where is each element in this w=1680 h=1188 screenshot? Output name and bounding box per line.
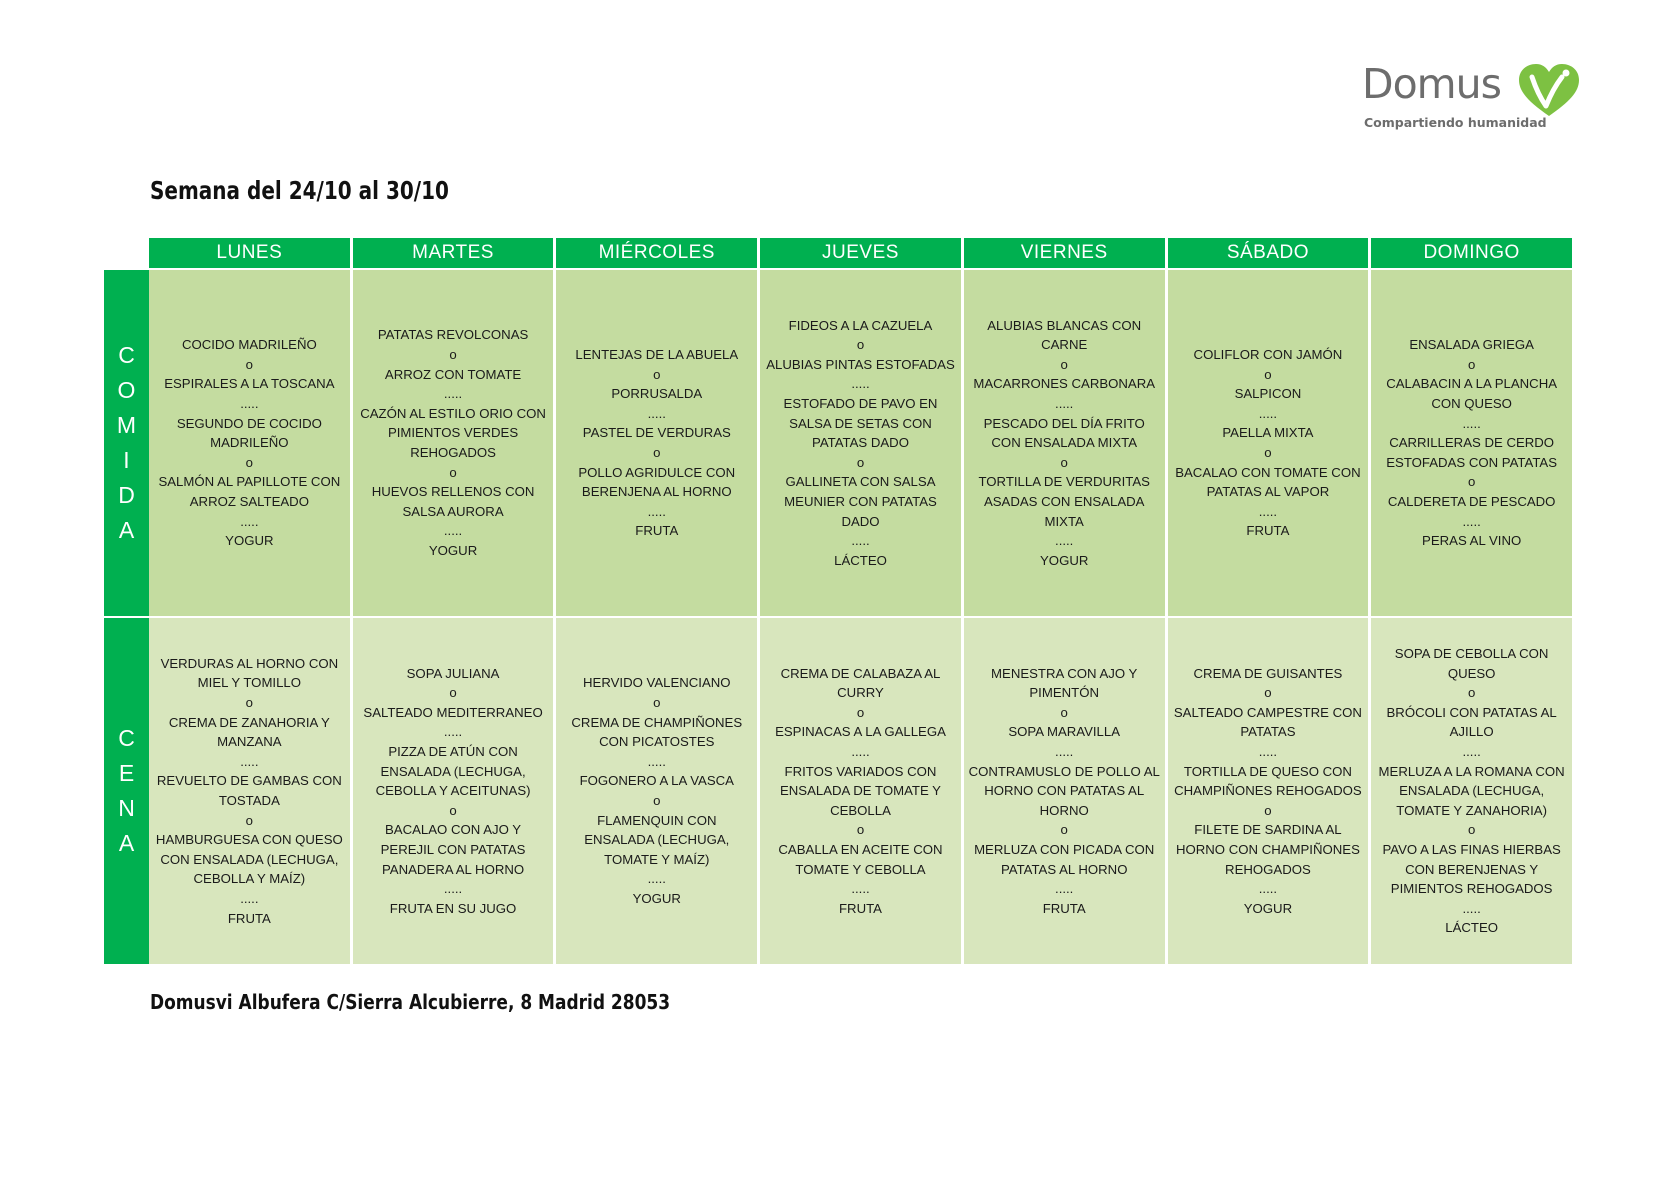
- menu-item: .....: [1462, 744, 1481, 760]
- menu-item: POLLO AGRIDULCE CON BERENJENA AL HORNO: [578, 464, 736, 500]
- menu-item: .....: [1462, 513, 1481, 529]
- menu-item: PAVO A LAS FINAS HIERBAS CON BERENJENAS Y PIMIENTOS REHOGADOS: [1382, 841, 1561, 897]
- menu-item: LÁCTEO: [1445, 920, 1499, 936]
- menu-item: CREMA DE CHAMPIÑONES CON PICATOSTES: [571, 714, 743, 750]
- menu-item: .....: [443, 724, 463, 740]
- menu-item: CREMA DE GUISANTES: [1193, 665, 1343, 681]
- menu-item: .....: [851, 744, 870, 760]
- menu-item: .....: [647, 753, 666, 769]
- menu-item: SOPA JULIANA: [406, 665, 500, 681]
- menu-item: COLIFLOR CON JAMÓN: [1193, 347, 1343, 363]
- menu-item: ESPIRALES A LA TOSCANA: [164, 376, 335, 392]
- cena-menu-cell: [149, 618, 350, 966]
- menu-item: MERLUZA CON PICADA CON PATATAS AL HORNO: [974, 841, 1155, 877]
- menu-item: ESPINACAS A LA GALLEGA: [775, 724, 946, 740]
- menu-item: FIDEOS A LA CAZUELA: [788, 317, 933, 333]
- menu-item: SOPA MARAVILLA: [1008, 724, 1121, 740]
- menu-item: .....: [647, 405, 666, 421]
- cena-menu-cell: [760, 618, 961, 966]
- menu-item: .....: [443, 881, 463, 897]
- menu-item: .....: [647, 871, 666, 887]
- menu-item: FRUTA: [839, 900, 882, 916]
- menu-item: PATATAS REVOLCONAS: [377, 327, 529, 343]
- menu-item: o: [1467, 356, 1476, 372]
- menu-item: PASTEL DE VERDURAS: [582, 425, 731, 441]
- menu-item: o: [653, 793, 661, 808]
- comida-menu-cell: [353, 270, 554, 618]
- menu-item: BACALAO CON AJO Y PEREJIL CON PATATAS PANADERA AL HORNO: [380, 822, 526, 877]
- menu-item: SALTEADO MEDITERRANEO: [363, 704, 543, 720]
- domusvi-logo: [1362, 58, 1592, 134]
- meal-label-cena: [104, 618, 149, 966]
- menu-item: o: [449, 464, 457, 480]
- menu-item: .....: [1055, 396, 1074, 412]
- menu-item: .....: [1055, 881, 1074, 897]
- menu-item: o: [1264, 685, 1272, 701]
- menu-item: o: [1264, 802, 1272, 818]
- menu-item: o: [653, 695, 661, 711]
- menu-item: YOGUR: [1040, 552, 1089, 568]
- menu-item: o: [1060, 704, 1068, 720]
- menu-item: BRÓCOLI CON PATATAS AL AJILLO: [1386, 704, 1557, 740]
- menu-item: FLAMENQUIN CON ENSALADA (LECHUGA, TOMATE Y MAÍZ): [584, 812, 730, 867]
- menu-item: o: [449, 802, 457, 818]
- menu-item: o: [653, 366, 661, 382]
- menu-item: o: [449, 685, 457, 701]
- menu-item: HAMBURGUESA CON QUESO CON ENSALADA (LECHUGA, CEBOLLA Y MAÍZ): [155, 832, 343, 887]
- meal-label-letter: A: [118, 517, 135, 543]
- menu-item: .....: [443, 523, 463, 539]
- meal-label-letter: I: [123, 447, 130, 473]
- comida-menu-cell: [760, 270, 961, 618]
- menu-item: HERVIDO VALENCIANO: [583, 675, 731, 691]
- menu-item: PESCADO DEL DÍA FRITO CON ENSALADA MIXTA: [983, 415, 1145, 451]
- menu-item: FRUTA EN SU JUGO: [389, 900, 517, 916]
- menu-item: FRITOS VARIADOS CON ENSALADA DE TOMATE Y CEBOLLA: [779, 763, 941, 818]
- menu-item: HUEVOS RELLENOS CON SALSA AURORA: [371, 484, 535, 519]
- menu-item: o: [1264, 445, 1272, 460]
- residence-address: Domusvi Albufera C/Sierra Alcubierre, 8 Madrid 28053: [150, 990, 671, 1014]
- menu-item: YOGUR: [428, 542, 478, 558]
- meal-label-letter: D: [118, 482, 135, 508]
- menu-item: o: [1060, 356, 1068, 372]
- menu-item: PAELLA MIXTA: [1222, 425, 1314, 441]
- menu-item: .....: [443, 386, 463, 402]
- menu-item: CONTRAMUSLO DE POLLO AL HORNO CON PATATAS AL HORNO: [968, 763, 1160, 818]
- menu-item: o: [856, 704, 865, 720]
- menu-item: .....: [1055, 533, 1074, 549]
- menu-item: YOGUR: [632, 890, 681, 906]
- menu-item: .....: [1055, 744, 1074, 760]
- meal-label-letter: C: [118, 342, 135, 368]
- day-header: VIERNES: [964, 238, 1165, 270]
- menu-item: CARRILLERAS DE CERDO ESTOFADAS CON PATATAS: [1386, 435, 1557, 470]
- menu-item: SALPICON: [1234, 386, 1302, 402]
- day-header: DOMINGO: [1371, 238, 1572, 270]
- menu-item: CALABACIN A LA PLANCHA CON QUESO: [1386, 376, 1558, 412]
- meal-label-letter: A: [118, 830, 135, 856]
- menu-item: o: [1264, 366, 1272, 382]
- menu-item: PERAS AL VINO: [1422, 533, 1522, 549]
- menu-item: o: [653, 445, 661, 460]
- menu-item: o: [1467, 474, 1476, 490]
- menu-item: o: [1060, 822, 1068, 838]
- comida-menu-cell: [556, 270, 757, 618]
- heart-leaf-icon: [1515, 62, 1583, 118]
- menu-item: .....: [851, 881, 870, 897]
- menu-item: .....: [240, 890, 259, 906]
- menu-item: CREMA DE ZANAHORIA Y MANZANA: [168, 714, 330, 750]
- menu-item: VERDURAS AL HORNO CON MIEL Y TOMILLO: [160, 655, 339, 691]
- cena-menu-cell: [1371, 618, 1572, 966]
- week-title: Semana del 24/10 al 30/10: [150, 176, 449, 205]
- menu-item: FRUTA: [1246, 523, 1290, 539]
- menu-item: FRUTA: [227, 910, 271, 926]
- menu-item: .....: [240, 396, 259, 412]
- menu-item: .....: [647, 503, 666, 519]
- menu-item: o: [245, 356, 254, 372]
- meal-label-letter: O: [117, 377, 136, 403]
- menu-item: o: [856, 454, 865, 470]
- menu-item: FRUTA: [635, 523, 679, 539]
- menu-item: YOGUR: [225, 533, 274, 549]
- menu-item: TORTILLA DE QUESO CON CHAMPIÑONES REHOGADOS: [1174, 763, 1362, 799]
- menu-item: LENTEJAS DE LA ABUELA: [575, 347, 739, 363]
- meal-label-letter: E: [118, 760, 135, 786]
- menu-item: .....: [1258, 405, 1278, 421]
- menu-item: .....: [240, 753, 259, 769]
- menu-item: SEGUNDO DE COCIDO MADRILEÑO: [176, 415, 322, 451]
- cena-menu-cell: [556, 618, 757, 966]
- menu-item: LÁCTEO: [834, 552, 887, 568]
- menu-item: SALMÓN AL PAPILLOTE CON ARROZ SALTEADO: [158, 474, 341, 509]
- menu-item: o: [245, 454, 254, 470]
- menu-item: o: [1467, 822, 1476, 838]
- menu-item: .....: [1258, 744, 1278, 760]
- comida-menu-cell: [149, 270, 350, 618]
- cena-menu-cell: [964, 618, 1165, 966]
- table-corner: [104, 238, 146, 270]
- menu-item: FILETE DE SARDINA AL HORNO CON CHAMPIÑONES REHOGADOS: [1175, 822, 1360, 877]
- menu-item: o: [449, 347, 457, 363]
- menu-item: ALUBIAS BLANCAS CON CARNE: [987, 317, 1142, 353]
- menu-item: CAZÓN AL ESTILO ORIO CON PIMIENTOS VERDES REHOGADOS: [360, 405, 546, 460]
- menu-item: MACARRONES CARBONARA: [973, 376, 1156, 392]
- menu-item: MERLUZA A LA ROMANA CON ENSALADA (LECHUGA, TOMATE Y ZANAHORIA): [1378, 763, 1565, 818]
- day-header: LUNES: [149, 238, 350, 270]
- menu-item: TORTILLA DE VERDURITAS ASADAS CON ENSALADA MIXTA: [978, 474, 1150, 529]
- day-header: JUEVES: [760, 238, 961, 270]
- meal-label-letter: N: [118, 795, 135, 821]
- menu-item: MENESTRA CON AJO Y PIMENTÓN: [991, 665, 1138, 701]
- menu-item: .....: [851, 376, 870, 392]
- menu-item: CALDERETA DE PESCADO: [1387, 493, 1556, 509]
- comida-menu-cell: [1371, 270, 1572, 618]
- day-header: MARTES: [353, 238, 554, 270]
- weekly-menu-table: [104, 238, 1572, 966]
- menu-item: SALTEADO CAMPESTRE CON PATATAS: [1173, 704, 1362, 740]
- logo-brand-text: Domus: [1362, 60, 1501, 108]
- menu-item: PORRUSALDA: [611, 386, 703, 402]
- meal-label-letter: C: [118, 725, 135, 751]
- meal-label-comida: [104, 270, 149, 618]
- menu-item: ESTOFADO DE PAVO EN SALSA DE SETAS CON PATATAS DADO: [783, 396, 938, 451]
- comida-menu-cell: [1168, 270, 1369, 618]
- cena-menu-cell: [353, 618, 554, 966]
- menu-item: GALLINETA CON SALSA MEUNIER CON PATATAS DADO: [784, 474, 937, 529]
- cena-menu-cell: [1168, 618, 1369, 966]
- menu-item: PIZZA DE ATÚN CON ENSALADA (LECHUGA, CEBOLLA Y ACEITUNAS): [375, 744, 531, 799]
- menu-item: .....: [1258, 881, 1278, 897]
- day-header: MIÉRCOLES: [556, 238, 757, 270]
- meal-label-letter: M: [116, 412, 137, 438]
- menu-item: YOGUR: [1243, 900, 1293, 916]
- menu-item: .....: [1258, 503, 1278, 519]
- menu-item: REVUELTO DE GAMBAS CON TOSTADA: [156, 773, 342, 808]
- menu-item: o: [856, 337, 865, 353]
- menu-item: FRUTA: [1042, 900, 1086, 916]
- menu-item: .....: [240, 513, 259, 529]
- menu-item: o: [1467, 685, 1476, 701]
- comida-menu-cell: [964, 270, 1165, 618]
- menu-item: COCIDO MADRILEÑO: [181, 337, 317, 353]
- logo-tagline: Compartiendo humanidad: [1364, 115, 1547, 130]
- menu-item: BACALAO CON TOMATE CON PATATAS AL VAPOR: [1175, 464, 1361, 500]
- menu-item: FOGONERO A LA VASCA: [579, 773, 734, 789]
- menu-item: ENSALADA GRIEGA: [1409, 337, 1534, 353]
- menu-item: SOPA DE CEBOLLA CON QUESO: [1394, 646, 1549, 681]
- menu-item: .....: [1462, 415, 1481, 431]
- menu-item: ALUBIAS PINTAS ESTOFADAS: [766, 356, 955, 372]
- menu-item: CABALLA EN ACEITE CON TOMATE Y CEBOLLA: [778, 841, 943, 877]
- menu-item: .....: [1462, 900, 1481, 916]
- menu-item: o: [856, 822, 865, 838]
- menu-item: o: [245, 695, 254, 711]
- menu-item: o: [1060, 454, 1068, 470]
- day-header: SÁBADO: [1168, 238, 1369, 270]
- menu-item: ARROZ CON TOMATE: [384, 366, 522, 382]
- menu-item: .....: [851, 533, 870, 549]
- menu-item: o: [245, 812, 254, 828]
- menu-item: CREMA DE CALABAZA AL CURRY: [780, 665, 941, 701]
